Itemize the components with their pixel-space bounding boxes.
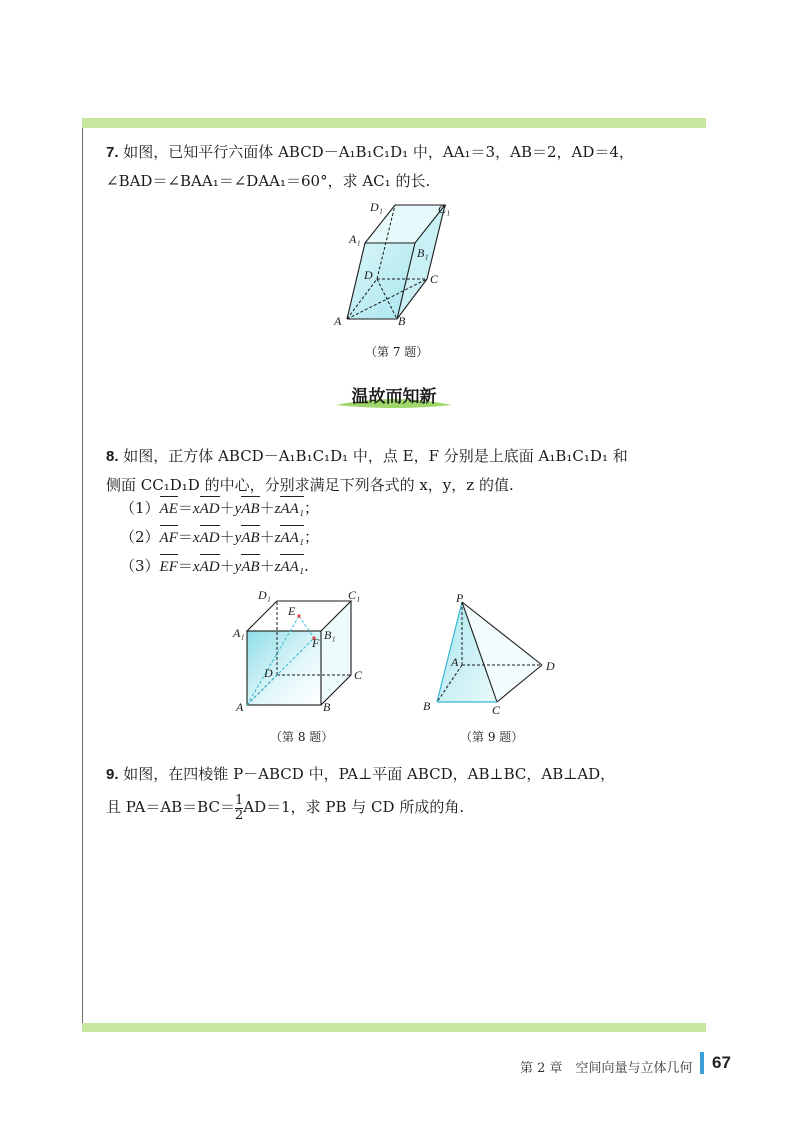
problem-number: 7. — [106, 144, 119, 161]
item-2: （2）AF＝xAD＋yAB＋zAA₁； — [120, 523, 319, 552]
page-frame-line — [82, 118, 83, 1032]
problem-text-line: AD＝1，求 PB 与 CD 所成的角. — [243, 798, 465, 816]
label-A: A — [451, 655, 459, 669]
problem-text-line: 侧面 CC₁D₁D 的中心，分别求满足下列各式的 x，y，z 的值. — [106, 476, 514, 494]
problem-text-line: 如图，已知平行六面体 ABCD－A₁B₁C₁D₁ 中，AA₁＝3，AB＝2，AD＝4， — [123, 143, 634, 161]
label-A: A — [334, 314, 342, 328]
problem-7 — [106, 138, 634, 195]
item-3: （3）EF＝xAD＋yAB＋zAA₁. — [120, 552, 319, 581]
problem-9 — [106, 760, 615, 823]
label-C1: C₁ — [348, 588, 361, 602]
caption-9: （第 9 题） — [460, 730, 524, 744]
bottom-green-bar — [82, 1023, 706, 1032]
problem-number: 8. — [106, 448, 119, 465]
label-D1: D₁ — [258, 588, 271, 602]
label-D: D — [264, 666, 273, 680]
caption-8: （第 8 题） — [270, 730, 334, 744]
label-C: C — [492, 703, 501, 715]
problem-text-line: 且 PA＝AB＝BC＝ — [106, 798, 235, 816]
section-header — [334, 380, 454, 412]
label-E: E — [288, 604, 296, 618]
problem-number: 9. — [106, 766, 119, 783]
footer-accent-bar — [700, 1052, 704, 1074]
label-P: P — [456, 591, 464, 605]
label-A1: A₁ — [349, 232, 361, 246]
label-D: D — [364, 268, 373, 282]
page-number: 67 — [712, 1053, 731, 1072]
top-green-bar — [82, 118, 706, 128]
label-C1: C₁ — [438, 202, 451, 216]
problem-text-line: ∠BAD＝∠BAA₁＝∠DAA₁＝60°，求 AC₁ 的长. — [106, 172, 431, 190]
section-title: 温故而知新 — [351, 387, 437, 407]
label-B: B — [398, 314, 406, 328]
parallelepiped-figure — [330, 195, 460, 330]
label-C: C — [354, 668, 363, 682]
label-F: F — [312, 636, 320, 650]
label-B: B — [423, 699, 431, 713]
item-1: （1）AE＝xAD＋yAB＋zAA₁； — [120, 494, 319, 523]
chapter-title: 第 2 章 空间向量与立体几何 — [520, 1061, 693, 1076]
label-D: D — [546, 659, 555, 673]
label-A: A — [236, 700, 244, 714]
label-B1: B₁ — [324, 628, 336, 642]
problem-text-line: 如图，在四棱锥 P－ABCD 中，PA⊥平面 ABCD，AB⊥BC，AB⊥AD， — [123, 765, 616, 783]
label-B1: B₁ — [417, 246, 429, 260]
cube-figure — [230, 585, 370, 715]
pyramid-figure — [420, 590, 570, 715]
problem-8-items — [120, 494, 319, 581]
caption-7: （第 7 题） — [365, 345, 429, 359]
label-A1: A₁ — [233, 626, 245, 640]
label-C: C — [430, 272, 439, 286]
label-D1: D₁ — [370, 200, 383, 214]
problem-8 — [106, 442, 628, 499]
label-B: B — [323, 700, 331, 714]
problem-text-line: 如图，正方体 ABCD－A₁B₁C₁D₁ 中，点 E，F 分别是上底面 A₁B₁C₁D₁ 和 — [123, 447, 628, 465]
fraction: $\frac{1}{2}$ — [234, 792, 244, 823]
